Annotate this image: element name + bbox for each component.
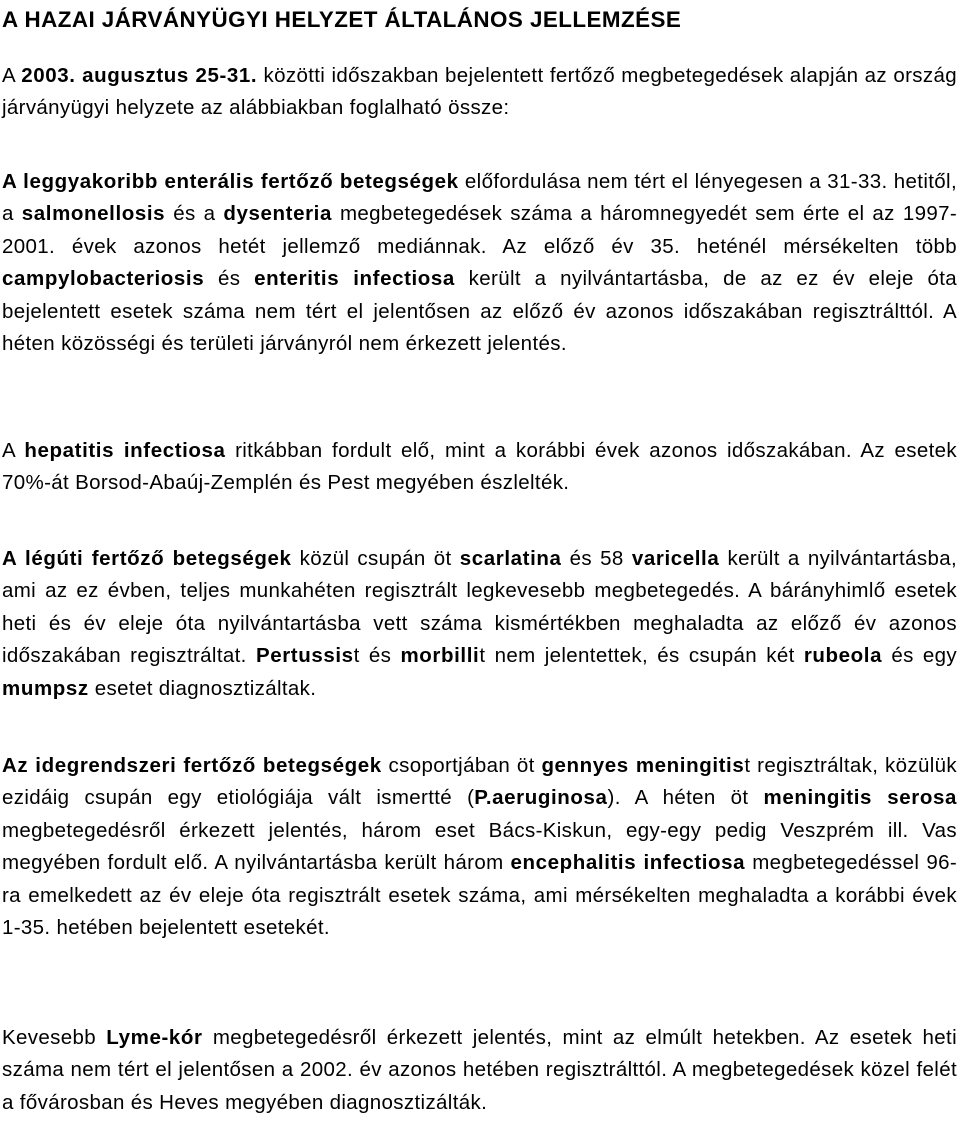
document-title: A HAZAI JÁRVÁNYÜGYI HELYZET ÁLTALÁNOS JELLEMZÉSE (2, 7, 682, 32)
emphasized-term: Az idegrendszeri fertőző betegségek (2, 754, 382, 777)
emphasized-term: 2003. augusztus 25-31. (21, 64, 258, 87)
emphasized-term: dysenteria (223, 202, 332, 226)
text-run: megbetegedésről érkezett jelentés, mint az elmúlt hetekben. Az esetek heti száma nem tért el jelentősen a 2002. év azonos hetében regisztrálttól. A megbetegedések közel felét a fővárosban és Heves megyében diagnosztizálták. (2, 1026, 957, 1114)
emphasized-term: A leggyakoribb enterális fertőző betegségek (2, 170, 459, 193)
text-run: megbetegedések száma a háromnegyedét sem érte el az 1997-2001. évek azonos hetét jellemző mediánnak. Az előző év 35. heténél mérsékelten több (2, 202, 957, 258)
text-run: t és (353, 644, 401, 668)
text-run: közötti időszakban bejelentett fertőző megbetegedések alapján az ország járványügyi helyzete az alábbiakban foglalható össze: (2, 64, 957, 120)
text-run: t regisztráltak, közülük ezidáig csupán egy etiológiája vált ismertté ( (2, 754, 957, 810)
emphasized-term: rubeola (803, 644, 883, 668)
emphasized-term: campylobacteriosis (2, 267, 205, 291)
text-run: esetet diagnosztizáltak. (88, 676, 317, 700)
text-run: csoportjában öt (381, 754, 542, 777)
emphasized-term: enteritis infectiosa (254, 267, 455, 291)
paragraph-hepatitis (2, 435, 957, 500)
emphasized-term: Pertussis (255, 644, 354, 668)
text-run: ). A héten öt (607, 786, 764, 810)
emphasized-term: encephalitis infectiosa (510, 851, 746, 875)
text-run: A (2, 439, 25, 462)
text-run: került a nyilvántartásba, de az ez év eleje óta bejelentett esetek száma nem tért el jelentősen az előző év azonos időszakában regisztrálttól. A héten közösségi és területi járványról nem érkezett jelentés. (2, 267, 957, 356)
text-run: és 58 (561, 547, 632, 570)
text-run: előfordulása nem tért el lényegesen a 31-33. hetitől, a (2, 170, 957, 226)
emphasized-term: meningitis serosa (763, 786, 957, 810)
emphasized-term: hepatitis infectiosa (24, 439, 226, 462)
text-run: került a nyilvántartásba, ami az ez évben, teljes munkahéten regisztrált legkevesebb megbetegedés. A bárányhimlő esetek heti és év eleje óta nyilvántartásba vett száma kismértékben meghaladta az előző év azonos időszakában regisztráltat. (2, 547, 958, 668)
paragraph-neurological-diseases (2, 750, 957, 944)
paragraph-enteral-diseases (2, 166, 957, 360)
text-run: megbetegedéssel 96-ra emelkedett az év eleje óta regisztrált esetek száma, ami mérsékelten meghaladta a korábbi évek 1-35. hetében bejelentett esetekét. (2, 851, 957, 940)
text-run: és a (165, 202, 224, 226)
emphasized-term: Lyme-kór (106, 1026, 203, 1049)
emphasized-term: salmonellosis (21, 202, 166, 226)
text-run: A (2, 64, 22, 87)
text-run: Kevesebb (2, 1026, 107, 1049)
text-run: közül csupán öt (291, 547, 460, 570)
emphasized-term: mumpsz (2, 676, 89, 700)
text-run: és (204, 267, 255, 291)
emphasized-term: A légúti fertőző betegségek (2, 547, 292, 570)
emphasized-term: gennyes meningitis (541, 754, 745, 777)
text-run: megbetegedésről érkezett jelentés, három eset Bács-Kiskun, egy-egy pedig Veszprém ill. Vas megyében fordult elő. A nyilvántartásba került három (2, 818, 957, 875)
paragraph-lyme-disease (2, 1022, 957, 1119)
paragraph-intro (2, 60, 957, 125)
emphasized-term: P.aeruginosa (474, 786, 608, 810)
text-run: ritkábban fordult elő, mint a korábbi évek azonos időszakában. Az esetek 70%-át Borsod-Abaúj-Zemplén és Pest megyében észlelték. (2, 439, 957, 495)
emphasized-term: scarlatina (459, 547, 562, 570)
text-run: és egy (882, 644, 957, 668)
emphasized-term: varicella (631, 547, 720, 570)
paragraph-respiratory-diseases (2, 543, 957, 705)
text-run: t nem jelentettek, és csupán két (479, 644, 804, 668)
emphasized-term: morbilli (400, 644, 480, 668)
